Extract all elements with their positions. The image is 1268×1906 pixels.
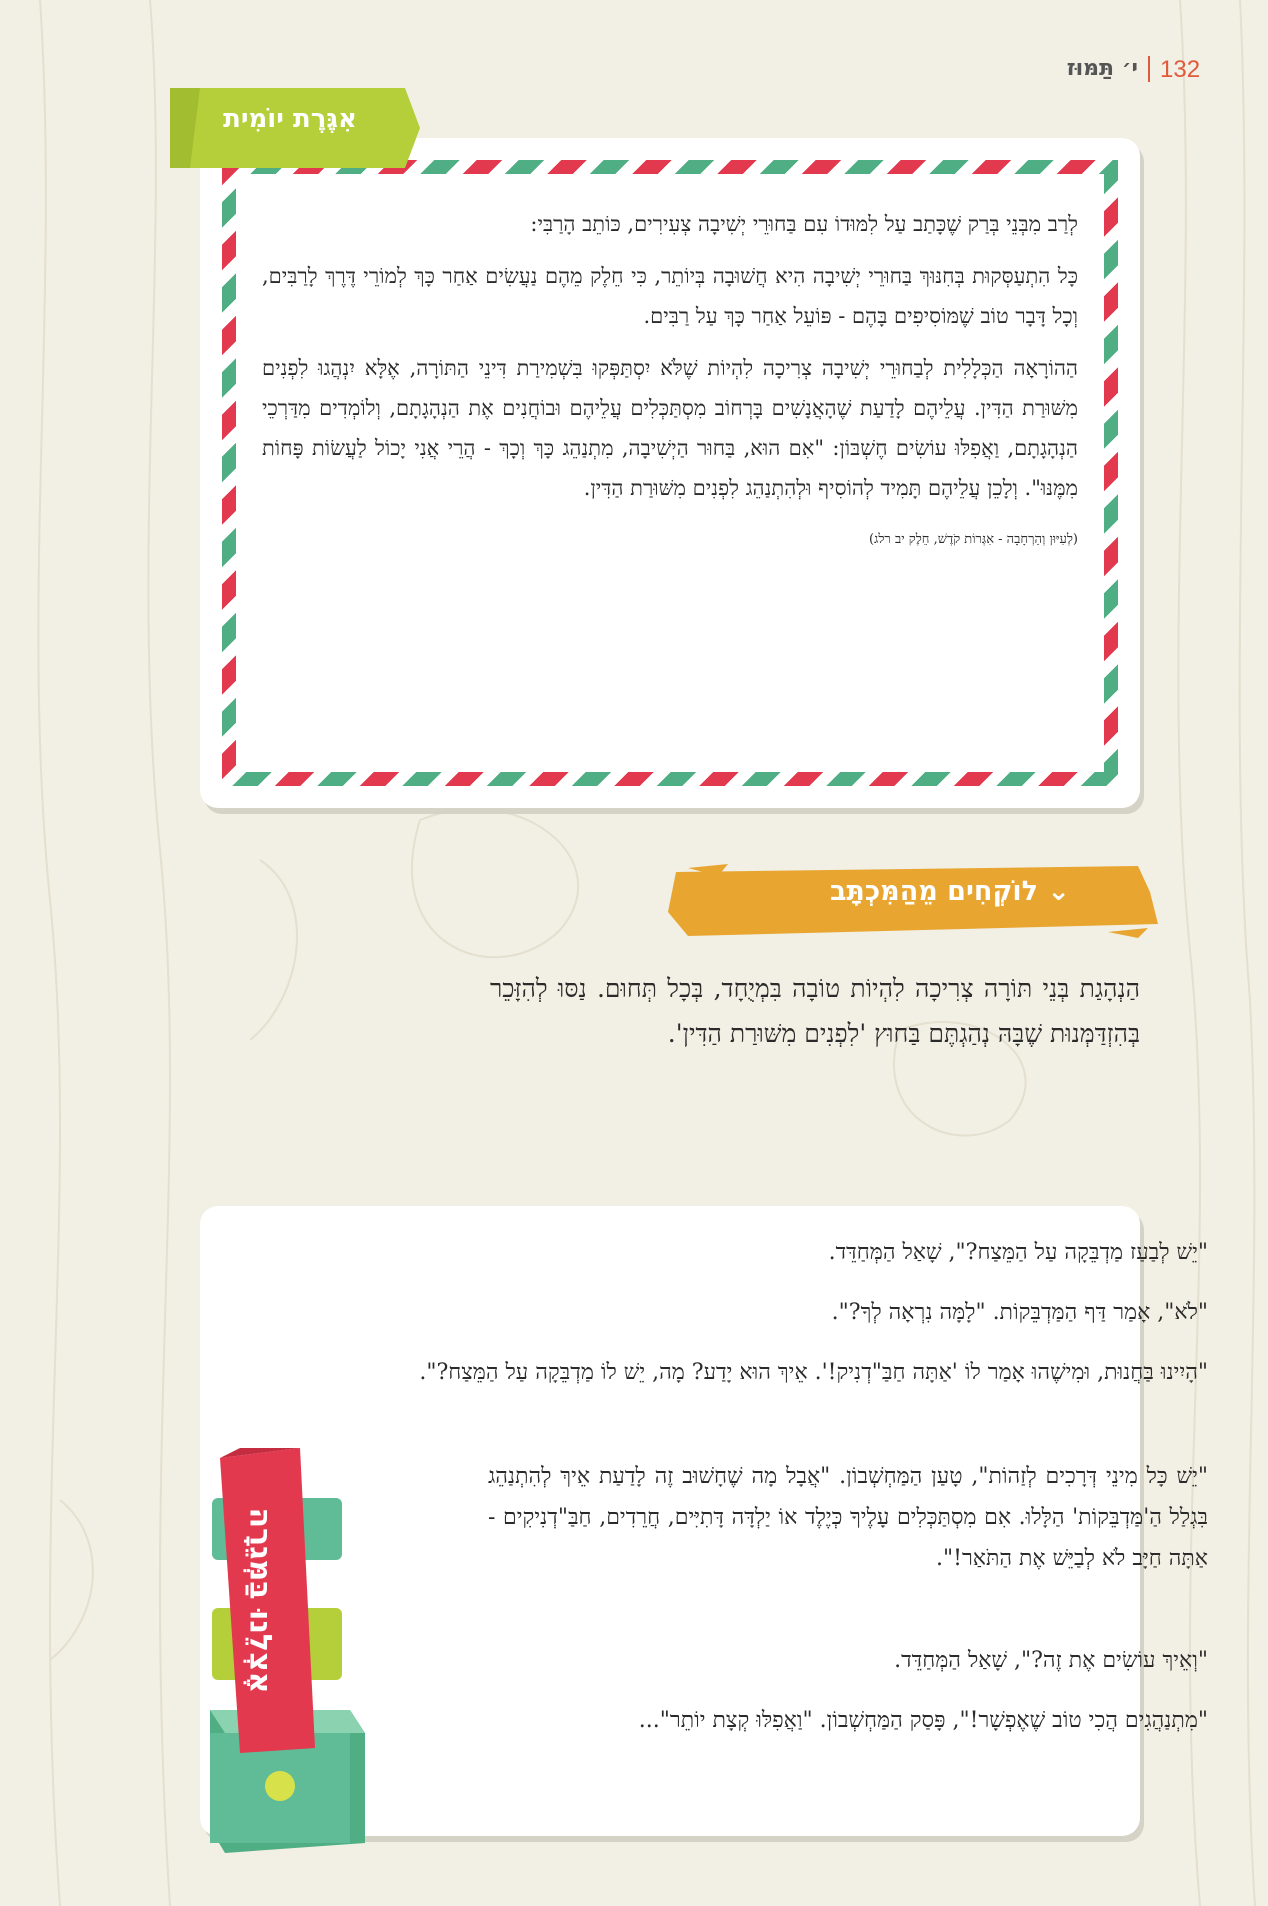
story-line: "יֵשׁ לְבַעַז מַדְבֵּקָה עַל הַמֵּצַח?", שָׁאַל הַמְּחַדֵּד. [828,1240,1208,1265]
header-divider [1148,56,1150,82]
lessons-label: לוֹקְחִים מֵהַמִּכְתָּב [829,876,1038,907]
story-line: "וְאֵיךְ עוֹשִׂים אֶת זֶה?", שָׁאַל הַמְּחַדֵּד. [894,1648,1208,1673]
story-section-label: אֶצְלֵנוּ בַּמְּגֵרָה [242,1507,278,1693]
lessons-text: הַנְהָגַת בְּנֵי תּוֹרָה צְרִיכָה לִהְיוֹת טוֹבָה בִּמְיֻחָד, בְּכָל תְּחוּם. נַסּוּ לְהִזָּכֵר בְּהִזְדַּמְּנוּת שֶׁבָּהּ נְהַגְתֶּם בַּחוּץ 'לִפְנִים מִשּׁוּרַת הַדִּין'. [490,974,1140,1048]
page-number: 132 [1160,56,1201,83]
letter-source: (לְעִיּוּן וְהַרְחָבָה - אִגְּרוֹת קֹדֶשׁ, חֵלֶק יב רלג) [868,532,1078,547]
drawer-label [210,1500,310,1700]
story-line: "לֹא", אָמַר דַּף הַמַּדְבֵּקוֹת. "לָמָּה נִרְאָה לְךָ?". [831,1300,1208,1325]
chevron-down-icon: ⌄ [1047,876,1070,907]
letter-paragraph-2: הַהוֹרָאָה הַכְּלָלִית לְבַחוּרֵי יְשִׁיבָה צְרִיכָה לִהְיוֹת שֶׁלֹּא יִסְתַּפְּקוּ בִּשְׁמִירַת דִּינֵי הַתּוֹרָה, אֶלָּא יִנְהֲגוּ לִפְנִים מִשּׁוּרַת הַדִּין. עֲלֵיהֶם לָדַעַת שֶׁהָאֲנָשִׁים בָּרְחוֹב מִסְתַּכְּלִים עֲלֵיהֶם וּבוֹחֲנִים אֶת הַנְהָגָתָם, וְלוֹמְדִים מִדַּרְכֵי הַנְהָגָתָם, וַאֲפִלּוּ עוֹשִׂים חֶשְׁבּוֹן: "אִם הוּא, בַּחוּר הַיְשִׁיבָה, מִתְנַהֵג כָּךְ וְכָךְ - הֲרֵי אֲנִי יָכוֹל לַעֲשׂוֹת פָּחוֹת מִמֶּנּוּ". וְלָכֵן עֲלֵיהֶם תָּמִיד לְהוֹסִיף וּלְהִתְנַהֵג לִפְנִים מִשּׁוּרַת הַדִּין. [262,356,1078,500]
daily-letter-label: אִגֶּרֶת יוֹמִית [223,104,357,134]
lessons-title [700,876,1070,907]
story-line: "הָיִינוּ בַּחֲנוּת, וּמִישֶׁהוּ אָמַר לוֹ 'אַתָּה חַבַּ"דְנִיק!'. אֵיךְ הוּא יָדַע? מָה, יֵשׁ לוֹ מַדְבֵּקָה עַל הַמֵּצַח?". [419,1360,1208,1385]
story-line: "יֵשׁ כָּל מִינֵי דְּרָכִים לְזַהוֹת", טָעַן הַמַּחְשְׁבוֹן. "אֲבָל מָה שֶׁחָשׁוּב זֶה לָדַעַת אֵיךְ לְהִתְנַהֵג בִּגְלַל הַ'מַּדְבֵּקוֹת' הַלָּלוּ. אִם מִסְתַּכְּלִים עָלֶיךָ כְּיֶלֶד אוֹ יַלְדָּה דָּתִיִּים, חֲרֵדִים, חַבַּ"דְנִיקִים - אַתָּה חַיָּב לֹא לְבַיֵּשׁ אֶת הַתֹּאַר!". [488,1464,1208,1571]
letter-paragraph-1: כָּל הִתְעַסְּקוּת בְּחִנּוּךְ בַּחוּרֵי יְשִׁיבָה הִיא חֲשׁוּבָה בְּיוֹתֵר, כִּי חֵלֶק מֵהֶם נַעֲשִׂים אַחַר כָּךְ לְמוֹרֵי דֶּרֶךְ לָרַבִּים, וְכָל דָּבָר טוֹב שֶׁמּוֹסִיפִים בָּהֶם - פּוֹעֵל אַחַר כָּךְ עַל רַבִּים. [262,264,1078,328]
letter-body [262,204,1078,560]
letter-intro: לְרַב מִבְּנֵי בְּרַק שֶׁכָּתַב עַל לִמּוּדוֹ עִם בַּחוּרֵי יְשִׁיבָה צְעִירִים, כּוֹתֵב הָרַבִּי: [530,212,1078,236]
story-line: "מִתְנַהֲגִים הֲכִי טוֹב שֶׁאֶפְשָׁר!", פָּסַק הַמַּחְשְׁבוֹן. "וַאֲפִלּוּ קְצָת יוֹתֵר"... [638,1708,1208,1733]
page-date: י׳ תַּמּוּז [1066,56,1138,81]
daily-letter-card [200,138,1140,808]
